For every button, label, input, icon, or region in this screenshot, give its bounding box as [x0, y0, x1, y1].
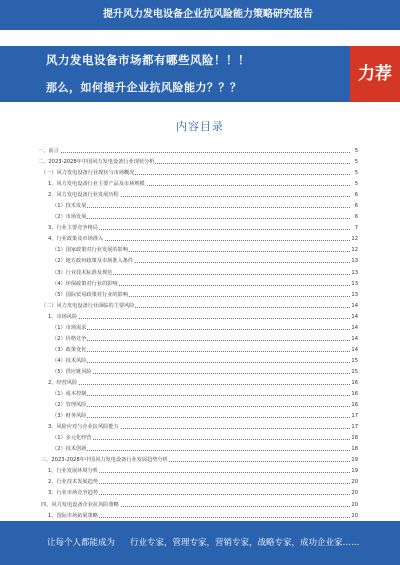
toc-entry[interactable]	[38, 268, 358, 278]
toc-entry-page: 12	[351, 236, 358, 243]
toc-entry[interactable]	[38, 411, 358, 421]
toc-entry-text: 三、2023-2028年中国风力发电设备行业发展趋势分析	[41, 457, 168, 464]
toc-entry-text: 1、风力发电设备行业主要产品及市场规模	[48, 181, 145, 188]
toc-leader-dots	[52, 406, 350, 407]
report-header-bar	[0, 0, 400, 30]
toc-entry-text: （5）供应链风险	[52, 368, 92, 375]
toc-entry-text: 1、市场风险	[48, 313, 78, 320]
footer-slogan-left: 让每个人都能成为	[47, 538, 116, 548]
toc-entry-text: （5）国际贸易政策对行业的影响	[52, 291, 128, 298]
toc-entry-page: 16	[351, 402, 358, 409]
toc-entry-page: 20	[351, 479, 358, 486]
toc-entry[interactable]	[38, 256, 358, 266]
toc-entry-text: （3）财务风险	[52, 413, 87, 420]
hero-subheadline: 那么，如何提升企业抗风险能力？？？	[46, 81, 242, 94]
toc-entry-page: 14	[351, 324, 358, 331]
toc-entry-page: 20	[351, 490, 358, 497]
toc-entry-text: 2、行业技术发展趋势	[48, 479, 98, 486]
toc-entry-text: 4、行业政策及市场准入	[48, 236, 104, 243]
toc-entry-page: 5	[354, 159, 358, 166]
footer-bar	[0, 521, 400, 565]
toc-entry[interactable]	[38, 511, 358, 521]
toc-entry-text: （1）技术发展	[52, 203, 87, 210]
toc-entry-page: 5	[354, 181, 358, 188]
toc-entry-page: 15	[351, 368, 358, 375]
toc-entry[interactable]	[38, 334, 358, 344]
toc-entry[interactable]	[38, 345, 358, 355]
toc-entry-text: （一）风力发电设备行业现状与市场概况	[41, 170, 135, 177]
toc-entry[interactable]	[38, 290, 358, 300]
toc-entry-page: 12	[351, 247, 358, 254]
table-of-contents	[38, 146, 358, 522]
toc-entry[interactable]	[38, 179, 358, 189]
toc-entry-text: 2、风力发电设备行业发展历程	[48, 192, 119, 199]
hero-banner	[0, 46, 400, 102]
toc-leader-dots	[38, 152, 350, 153]
toc-entry-text: （2）管理风险	[52, 402, 87, 409]
toc-leader-dots	[48, 384, 350, 385]
report-header-title: 提升风力发电设备企业抗风险能力策略研究报告	[103, 9, 313, 20]
toc-entry[interactable]	[38, 146, 358, 156]
toc-entry-text: （2）技术创新	[52, 446, 87, 453]
toc-leader-dots	[52, 362, 350, 363]
toc-entry-text: （1）多元化经营	[52, 435, 92, 442]
toc-entry[interactable]	[38, 212, 358, 222]
toc-leader-dots	[52, 207, 350, 208]
toc-leader-dots	[52, 450, 350, 451]
toc-entry-text: （2）价格竞争	[52, 335, 87, 342]
toc-entry[interactable]	[38, 367, 358, 377]
toc-entry-text: 3、行业主要竞争格局	[48, 225, 98, 232]
toc-leader-dots	[52, 373, 350, 374]
toc-entry[interactable]	[38, 400, 358, 410]
toc-entry-page: 16	[351, 391, 358, 398]
toc-entry-page: 19	[351, 468, 358, 475]
toc-entry-text: （1）国家政策对行业发展的影响	[52, 247, 128, 254]
toc-entry-text: （3）行业技术标准及规范	[52, 269, 113, 276]
toc-entry[interactable]	[38, 201, 358, 211]
toc-entry-text: （2）地方政府政策及市场准入条件	[52, 258, 134, 265]
toc-entry[interactable]	[38, 279, 358, 289]
toc-leader-dots	[52, 439, 350, 440]
toc-entry-page: 19	[351, 457, 358, 464]
toc-entry[interactable]	[38, 389, 358, 399]
toc-entry[interactable]	[38, 444, 358, 454]
toc-entry-text: 1、国际市场拓展策略	[48, 512, 98, 519]
toc-entry[interactable]	[38, 157, 358, 167]
toc-entry[interactable]	[38, 223, 358, 233]
toc-entry-page: 16	[351, 379, 358, 386]
toc-entry-page: 13	[351, 280, 358, 287]
toc-title: 内容目录	[176, 120, 224, 133]
toc-leader-dots	[52, 218, 350, 219]
toc-entry[interactable]	[38, 234, 358, 244]
toc-entry-text: 2、经营风险	[48, 379, 78, 386]
toc-entry[interactable]	[38, 477, 358, 487]
toc-entry[interactable]	[38, 455, 358, 465]
toc-entry-page: 13	[351, 291, 358, 298]
toc-entry-text: （2）市场发展	[52, 214, 87, 221]
toc-entry-page: 13	[351, 258, 358, 265]
toc-entry[interactable]	[38, 466, 358, 476]
toc-entry[interactable]	[38, 378, 358, 388]
toc-entry-page: 6	[354, 192, 358, 199]
toc-entry-text: （4）环保政策对行业的影响	[52, 280, 118, 287]
hero-headline: 风力发电设备市场都有哪些风险！！！	[46, 53, 250, 67]
toc-entry-page: 15	[351, 357, 358, 364]
toc-leader-dots	[52, 395, 350, 396]
toc-leader-dots	[48, 318, 350, 319]
toc-leader-dots	[52, 351, 350, 352]
toc-entry-page: 13	[351, 269, 358, 276]
toc-entry[interactable]	[38, 245, 358, 255]
toc-entry-page: 17	[351, 424, 358, 431]
toc-entry[interactable]	[38, 312, 358, 322]
toc-entry[interactable]	[38, 301, 358, 311]
toc-entry-page: 14	[351, 346, 358, 353]
toc-entry-page: 17	[351, 413, 358, 420]
toc-entry-text: 1、行业发展环境分析	[48, 468, 98, 475]
toc-entry-text: 一、前言	[38, 148, 59, 154]
toc-entry[interactable]	[38, 190, 358, 200]
toc-entry[interactable]	[38, 168, 358, 178]
toc-entry-page: 20	[351, 501, 358, 508]
toc-entry-text: 二、2023-2028年中国风力发电设备行业现状分析	[38, 159, 155, 166]
toc-entry-text: 3、风险应对与企业抗风险能力	[48, 424, 119, 431]
footer-slogan-right: 行业专家，管理专家，营销专家，战略专家，成功企业家……	[130, 538, 360, 548]
toc-entry-page: 18	[351, 435, 358, 442]
toc-entry-text: （3）政策变化	[52, 346, 87, 353]
toc-entry-page: 20	[351, 512, 358, 519]
toc-entry[interactable]	[38, 356, 358, 366]
toc-entry[interactable]	[38, 323, 358, 333]
toc-leader-dots	[52, 340, 350, 341]
toc-entry[interactable]	[38, 433, 358, 443]
toc-leader-dots	[52, 329, 350, 330]
toc-entry-page: 7	[354, 225, 358, 232]
toc-entry-text: 四、风力发电设备企业抗风险策略	[41, 501, 119, 508]
toc-entry-text: （1）市场需求	[52, 324, 87, 331]
toc-entry[interactable]	[38, 500, 358, 510]
toc-entry-page: 5	[354, 170, 358, 177]
toc-entry-page: 5	[354, 148, 358, 154]
toc-leader-dots	[52, 417, 350, 418]
toc-entry-text: （4）技术风险	[52, 357, 87, 364]
toc-entry[interactable]	[38, 488, 358, 498]
toc-entry[interactable]	[38, 422, 358, 432]
toc-entry-page: 14	[351, 313, 358, 320]
toc-entry-text: （二）风力发电设备行业面临的主要风险	[41, 302, 135, 309]
recommend-badge: 力荐	[350, 46, 400, 102]
toc-entry-text: （1）成本控制	[52, 391, 87, 398]
toc-entry-page: 6	[354, 203, 358, 210]
toc-entry-text: 3、行业市场竞争趋势	[48, 490, 98, 497]
toc-entry-page: 6	[354, 214, 358, 221]
toc-entry-page: 14	[351, 335, 358, 342]
toc-entry-page: 14	[351, 302, 358, 309]
toc-entry-page: 18	[351, 446, 358, 453]
